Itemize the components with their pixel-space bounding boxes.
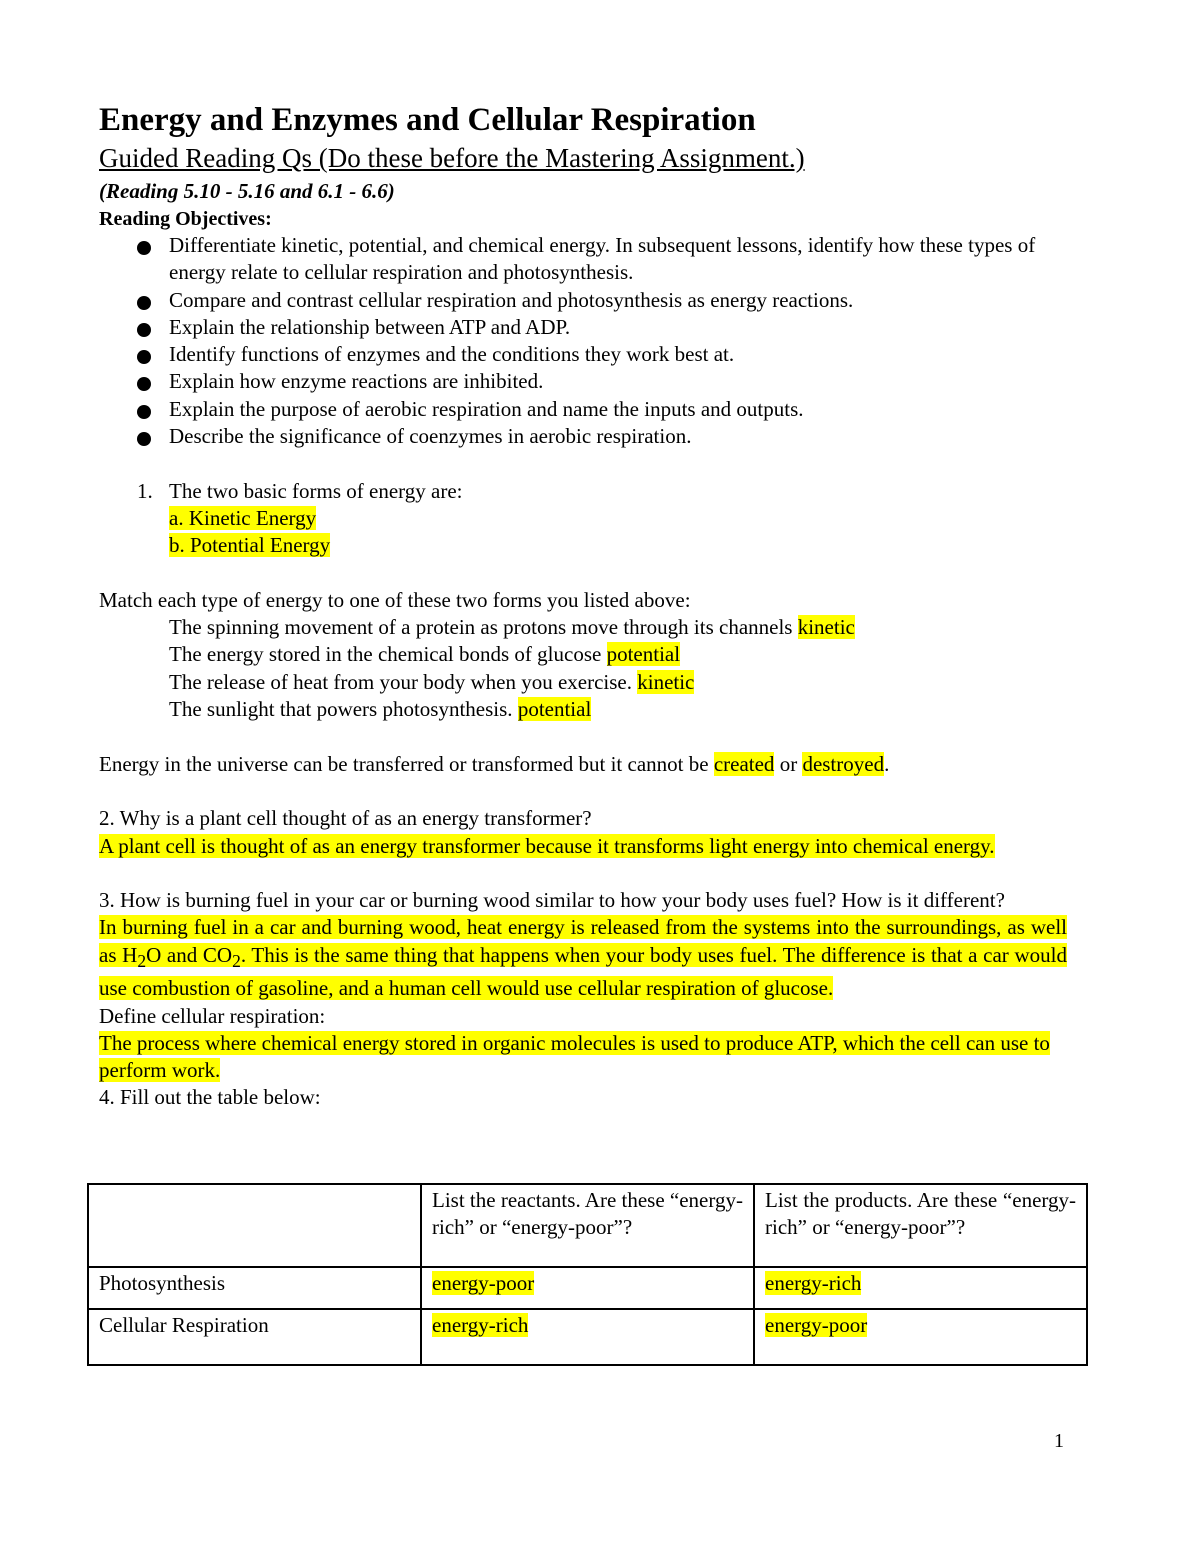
table-row xyxy=(88,1309,1087,1365)
blank-answer: created xyxy=(713,751,775,776)
answer-1a: a. Kinetic Energy xyxy=(169,505,317,530)
define-prompt: Define cellular respiration: xyxy=(99,1003,326,1028)
table-row xyxy=(88,1267,1087,1309)
objective-item: Explain the purpose of aerobic respiration and name the inputs and outputs. xyxy=(99,396,1067,423)
question-1 xyxy=(99,478,1067,505)
table-cell: energy-rich xyxy=(754,1267,1087,1309)
objective-item: Explain the relationship between ATP and ADP. xyxy=(99,314,1067,341)
table-cell: energy-rich xyxy=(421,1309,754,1365)
page-number: 1 xyxy=(1054,1430,1064,1452)
question-number: 1. xyxy=(137,478,153,503)
table-cell: Cellular Respiration xyxy=(88,1309,421,1365)
table-header-cell: List the reactants. Are these “energy-rich” or “energy-poor”? xyxy=(421,1184,754,1267)
table-cell: energy-poor xyxy=(421,1267,754,1309)
document-subtitle: Guided Reading Qs (Do these before the Mastering Assignment.) xyxy=(99,143,805,173)
conservation-sentence: Energy in the universe can be transferred or transformed but it cannot be created or destroyed. xyxy=(99,751,890,776)
match-answer: potential xyxy=(606,642,681,667)
objective-item: Describe the significance of coenzymes in aerobic respiration. xyxy=(99,423,1067,450)
match-item: The sunlight that powers photosynthesis. potential xyxy=(169,697,592,722)
bullet-icon xyxy=(137,323,151,337)
document-page xyxy=(99,100,1067,1112)
answer-3: In burning fuel in a car and burning wood, heat energy is released from the systems into the surroundings, as well as $H_2O$ and $CO_2$. This is the same thing that happens when your body uses fuel. The difference is that a car would use combustion of gasoline, and a human cell would use cellular respiration of glucose. xyxy=(99,915,1067,1001)
bullet-icon xyxy=(137,350,151,364)
objectives-heading: Reading Objectives: xyxy=(99,208,272,230)
match-intro: Match each type of energy to one of these two forms you listed above: xyxy=(99,587,691,612)
document-title: Energy and Enzymes and Cellular Respiration xyxy=(99,102,756,138)
answer-1b: b. Potential Energy xyxy=(169,533,331,558)
define-answer: The process where chemical energy stored in organic molecules is used to produce ATP, which the cell can use to perform work. xyxy=(99,1030,1050,1083)
bullet-icon xyxy=(137,296,151,310)
reading-range: (Reading 5.10 - 5.16 and 6.1 - 6.6) xyxy=(99,179,395,203)
answer-2: A plant cell is thought of as an energy transformer because it transforms light energy into chemical energy. xyxy=(99,833,995,858)
match-answer: potential xyxy=(517,697,592,722)
bullet-icon xyxy=(137,377,151,391)
objectives-list xyxy=(99,232,1067,450)
objective-item: Differentiate kinetic, potential, and chemical energy. In subsequent lessons, identify how these types of energy relate to cellular respiration and photosynthesis. xyxy=(99,232,1067,287)
match-item: The energy stored in the chemical bonds of glucose potential xyxy=(169,642,681,667)
question-4: 4. Fill out the table below: xyxy=(99,1085,321,1110)
bullet-icon xyxy=(137,241,151,255)
match-answer: kinetic xyxy=(797,615,855,640)
objective-item: Identify functions of enzymes and the conditions they work best at. xyxy=(99,341,1067,368)
table-header-cell: List the products. Are these “energy-rich” or “energy-poor”? xyxy=(754,1184,1087,1267)
match-item: The release of heat from your body when you exercise. kinetic xyxy=(169,669,695,694)
question-3: 3. How is burning fuel in your car or burning wood similar to how your body uses fuel? How is it different? xyxy=(99,888,1005,913)
bullet-icon xyxy=(137,405,151,419)
table-header-row xyxy=(88,1184,1087,1267)
match-answer: kinetic xyxy=(637,669,695,694)
objective-item: Compare and contrast cellular respiration and photosynthesis as energy reactions. xyxy=(99,287,1067,314)
question-1-text: The two basic forms of energy are: xyxy=(169,478,463,503)
match-item: The spinning movement of a protein as protons move through its channels kinetic xyxy=(169,615,855,640)
table-cell: Photosynthesis xyxy=(88,1267,421,1309)
bullet-icon xyxy=(137,432,151,446)
question-2: 2. Why is a plant cell thought of as an energy transformer? xyxy=(99,806,592,831)
table-header-cell xyxy=(88,1184,421,1267)
objective-item: Explain how enzyme reactions are inhibited. xyxy=(99,368,1067,395)
energy-table xyxy=(87,1183,1088,1366)
table-cell: energy-poor xyxy=(754,1309,1087,1365)
blank-answer: destroyed xyxy=(802,751,885,776)
